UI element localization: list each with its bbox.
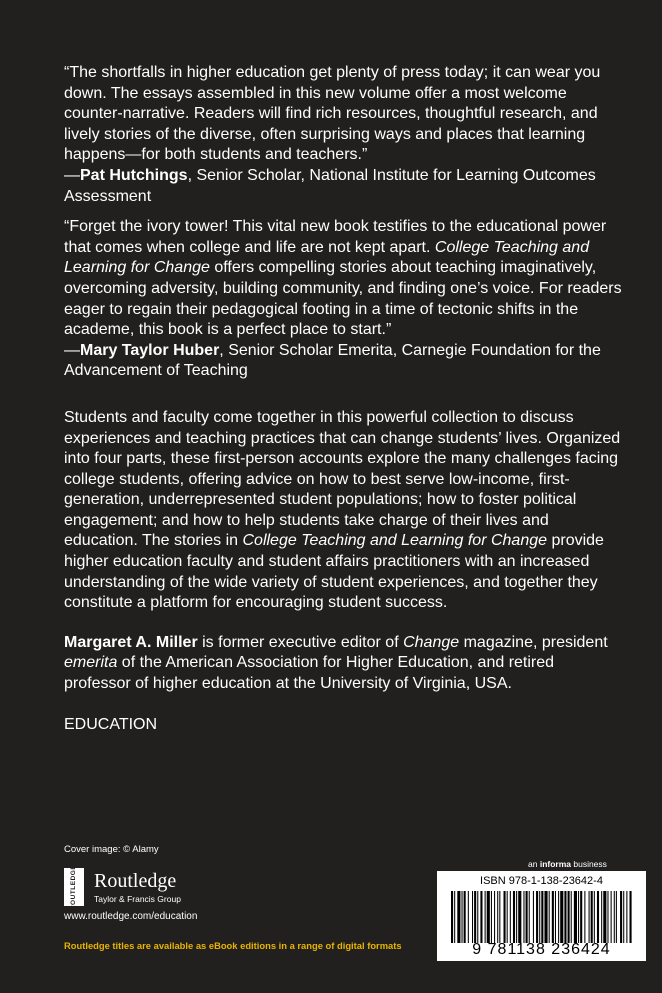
quote-author: Mary Taylor Huber	[80, 341, 220, 359]
quote-text: “The shortfalls in higher education get plenty of press today; it can wear you down. The essays assembled in this new volume offer a most welcome counter-narrative. Readers will find rich resources, thoughtful research, and lively stories of the diverse, often surprising ways and places that learning happens—for both students and teachers.”	[64, 64, 601, 164]
publisher-website: www.routledge.com/education	[64, 911, 198, 922]
cover-image-credit: Cover image: © Alamy	[64, 844, 159, 855]
description-text: Students and faculty come together in this powerful collection to discuss experiences and teaching practices that can change students’ lives. Organized into four parts, these first-person accounts explore the many challenges facing college students, offering advice on how to best serve low-income, first-generation, underrepresented student populations; how to foster political engagement; and how to help students take charge of their lives and education. The stories in	[64, 408, 621, 550]
emerita-text: emerita	[64, 654, 118, 672]
quote-dash: —	[64, 341, 80, 359]
quote-huber	[64, 217, 624, 382]
isbn-digits: 9 781138 236424	[472, 941, 611, 958]
book-title: College Teaching and Learning for Change	[242, 532, 548, 550]
quote-affiliation: , Senior Scholar, National Institute for Learning Outcomes Assessment	[64, 166, 596, 205]
publisher-group: Taylor & Francis Group	[94, 894, 181, 904]
quote-text: offers compelling stories about teaching imaginatively, overcoming adversity, building community, and finding one’s voice. For readers eager to regain their pedagogical footing in a time of tectonic shifts in the academe, this book is a perfect place to start.”	[64, 259, 622, 339]
quote-hutchings	[64, 63, 624, 207]
book-description	[64, 408, 624, 614]
quote-text: “Forget the ivory tower! This vital new book testifies to the educational power that comes when college and life are not kept apart.	[64, 218, 607, 256]
isbn-label: ISBN 978-1-138-23642-4	[480, 875, 603, 887]
book-title: College Teaching and Learning for Change	[64, 238, 590, 277]
isbn-barcode	[437, 871, 646, 961]
informa-prefix: an	[528, 859, 540, 869]
description-text: provide higher education faculty and student affairs practitioners with an increased understanding of the wide variety of student experiences, and together they constitute a platform for encouraging student success.	[64, 532, 604, 612]
author-bio-text: is former executive editor of	[197, 633, 404, 651]
routledge-logo-mark: ROUTLEDGE	[64, 868, 84, 906]
subject-category: EDUCATION	[64, 715, 158, 733]
ebook-availability-note: Routledge titles are available as eBook editions in a range of digital formats	[64, 940, 402, 951]
back-cover-text	[64, 63, 624, 735]
author-bio	[64, 633, 624, 695]
quote-dash: —	[64, 166, 80, 184]
informa-business-label	[528, 859, 607, 869]
author-name: Margaret A. Miller	[64, 633, 198, 651]
quote-affiliation: , Senior Scholar Emerita, Carnegie Foundation for the Advancement of Teaching	[64, 341, 601, 380]
publisher-logo	[64, 866, 264, 910]
author-bio-text: magazine, president	[459, 633, 608, 651]
quote-author: Pat Hutchings	[80, 166, 188, 184]
barcode-bars	[449, 891, 634, 943]
magazine-title: Change	[403, 633, 460, 651]
informa-brand: informa	[539, 859, 571, 869]
informa-suffix: business	[571, 859, 607, 869]
author-bio-text: of the American Association for Higher Education, and retired professor of higher education at the University of Virginia, USA.	[64, 654, 555, 693]
publisher-name: Routledge	[94, 870, 177, 892]
